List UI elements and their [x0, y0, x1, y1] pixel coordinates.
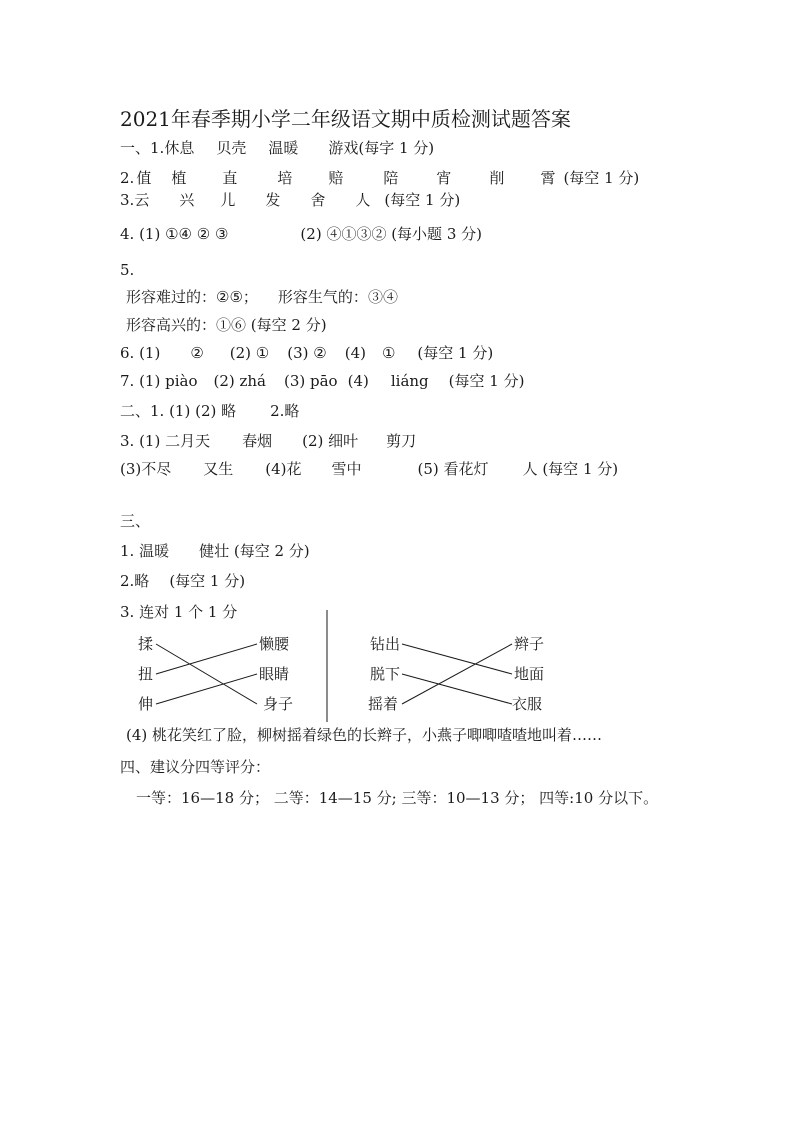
answer-word: 云 — [134, 191, 150, 209]
answer-item: 人 (每空 1 分) — [522, 460, 619, 478]
score-note: (每空 1 分) — [448, 372, 525, 390]
answer-word: 兴 — [179, 191, 195, 209]
match-left-word: 揉 — [138, 635, 154, 653]
match-right-word: 辫子 — [514, 635, 545, 653]
s1-q4-part2: (2) ④①③② (每小题 3 分) — [300, 225, 482, 243]
match-line — [156, 674, 257, 704]
s3-q4-line: (4) 桃花笑红了脸，柳树摇着绿色的长辫子，小燕子唧唧喳喳地叫着…… — [126, 726, 603, 744]
s1-q7-line — [120, 371, 524, 391]
answer-item: 6. (1) — [120, 344, 161, 362]
answer-item: (4)花 — [265, 460, 302, 478]
match-left-word: 脱下 — [370, 665, 401, 683]
match-right-word: 懒腰 — [259, 635, 290, 653]
s1-q2-prefix: 2. — [120, 169, 135, 187]
s1-q4-line — [120, 224, 482, 244]
answer-item: 春烟 — [242, 432, 273, 450]
s2-q1-part2: 2.略 — [270, 402, 300, 420]
answer-item: 2.略 — [120, 572, 150, 590]
s1-q5-sad-value: ②⑤； — [216, 288, 258, 306]
page-title: 2021年春季期小学二年级语文期中质检测试题答案 — [120, 107, 571, 131]
match-line — [156, 644, 257, 704]
match-line — [156, 644, 257, 674]
answer-item: ① — [381, 344, 396, 362]
match-line — [402, 644, 512, 674]
s3-q2-line — [120, 571, 245, 591]
s2-q1-part1: 二、1. (1) (2) 略 — [120, 402, 237, 420]
answer-word: 霄 — [540, 169, 556, 187]
score-note: (每空 1 分) — [384, 191, 461, 209]
match-right-word: 身子 — [263, 695, 294, 713]
s1-q3-line — [120, 190, 460, 210]
score-note: (每字 1 分) — [358, 139, 435, 157]
answer-word: 舍 — [310, 191, 326, 209]
s1-q5-angry-value: ③④ — [367, 288, 398, 306]
s1-q4-part1: 4. (1) ①④ ② ③ — [120, 225, 229, 243]
s2-q3-line1 — [120, 431, 416, 451]
s1-q5-happy-value: ①⑥ (每空 2 分) — [216, 316, 327, 334]
answer-item: (2) ① — [229, 344, 270, 362]
answer-item: (3) pāo — [284, 372, 338, 390]
s1-q5-line1 — [126, 287, 398, 307]
match-right-word: 衣服 — [512, 695, 543, 713]
answer-word: 休息 — [164, 139, 195, 157]
s3-q1-line — [120, 541, 310, 561]
answer-word: 植 — [171, 169, 187, 187]
answer-item: (3) ② — [287, 344, 327, 362]
answer-word: 贝壳 — [216, 139, 247, 157]
answer-item: (4) — [344, 344, 366, 362]
match-left-word: 扭 — [138, 665, 154, 683]
s1-q5-label: 5. — [120, 261, 135, 279]
answer-item: 雪中 — [331, 460, 362, 478]
answer-item: (5) 看花灯 — [417, 460, 489, 478]
score-note: (每空 1 分) — [417, 344, 494, 362]
answer-word: 培 — [277, 169, 293, 187]
match-right-word: 眼睛 — [259, 665, 290, 683]
answer-word: 陪 — [383, 169, 399, 187]
s2-q1-line — [120, 401, 299, 421]
answer-word: 削 — [489, 169, 505, 187]
answer-item: (4) — [347, 372, 369, 390]
s1-q3-prefix: 3. — [120, 191, 135, 209]
answer-word: 宵 — [436, 169, 452, 187]
answer-word: 值 — [136, 169, 152, 187]
s4-grades: 一等：16—18 分； 二等：14—15 分; 三等：10—13 分； 四等:10 分以下。 — [136, 789, 659, 807]
s1-q5-happy-label: 形容高兴的： — [126, 316, 217, 334]
s1-q5-angry-label: 形容生气的： — [277, 288, 368, 306]
s1-q5-sad-label: 形容难过的： — [126, 288, 217, 306]
match-right-word: 地面 — [514, 665, 545, 683]
answer-word: 人 — [355, 191, 371, 209]
answer-item: 剪刀 — [386, 432, 417, 450]
s1-q2-line — [120, 168, 639, 188]
answer-item: (3)不尽 — [120, 460, 172, 478]
s3-q3-label: 3. 连对 1 个 1 分 — [120, 603, 238, 621]
answer-word: 儿 — [220, 191, 236, 209]
s2-q3-line2 — [120, 459, 618, 479]
answer-item: 3. (1) 二月天 — [120, 432, 211, 450]
match-left-word: 摇着 — [368, 695, 399, 713]
answer-word: 温暖 — [268, 139, 299, 157]
score-note: (每空 1 分) — [169, 572, 246, 590]
match-line — [402, 644, 512, 704]
s4-heading: 四、建议分四等评分： — [120, 758, 271, 776]
answer-word: 游戏 — [328, 139, 359, 157]
answer-item: ② — [190, 344, 204, 362]
answer-item: 7. (1) piào — [120, 372, 198, 390]
answer-item: (2) zhá — [213, 372, 266, 390]
s1-q1-line — [120, 138, 434, 158]
s1-q6-line — [120, 343, 493, 363]
match-left-word: 伸 — [138, 695, 154, 713]
answer-word: 发 — [265, 191, 281, 209]
match-line — [402, 674, 512, 704]
score-note: (每空 1 分) — [563, 169, 640, 187]
s3-heading: 三、 — [120, 512, 151, 530]
match-left-word: 钻出 — [370, 635, 401, 653]
answer-item: 又生 — [203, 460, 234, 478]
answer-item: 1. 温暖 — [120, 542, 170, 560]
answer-word: 直 — [222, 169, 238, 187]
answer-item: (2) 细叶 — [302, 432, 359, 450]
s1-q5-line2 — [126, 315, 327, 335]
s1-q1-prefix: 一、1. — [120, 139, 165, 157]
answer-item: liáng — [390, 372, 429, 390]
answer-word: 赔 — [328, 169, 344, 187]
answer-item: 健壮 (每空 2 分) — [199, 542, 310, 560]
